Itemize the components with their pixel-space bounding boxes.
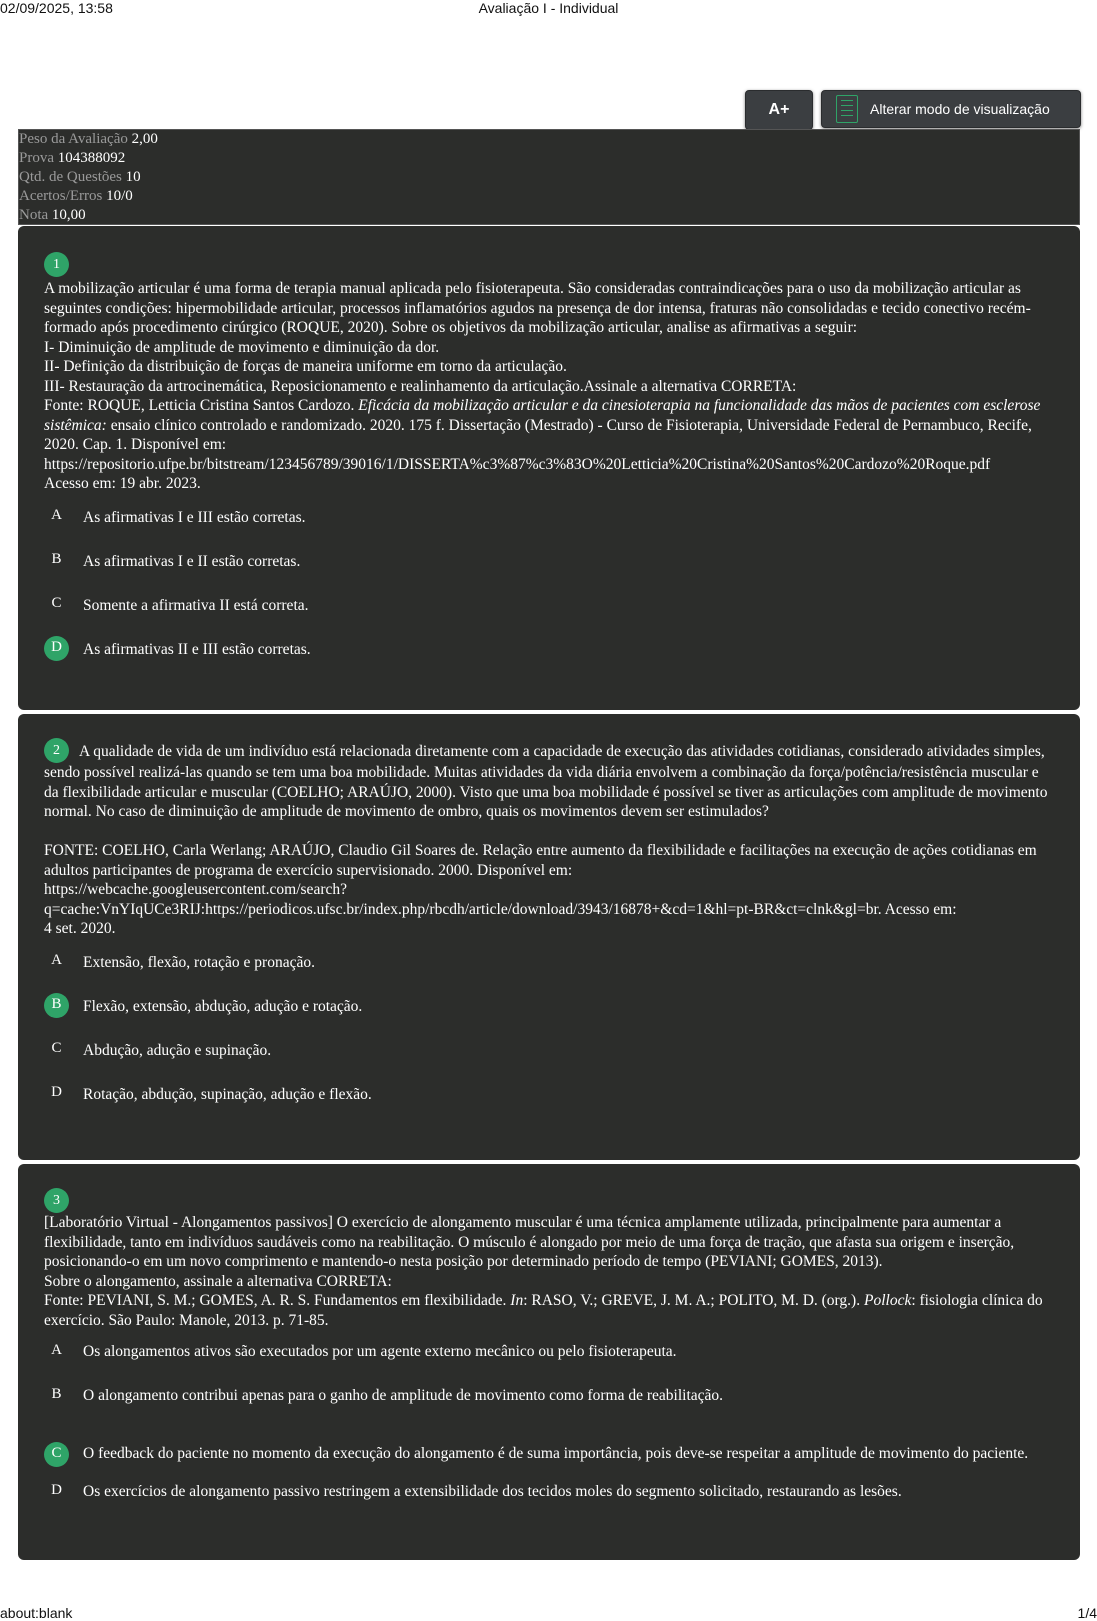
alternative-a[interactable]: [44, 508, 1080, 552]
evaluation-summary: [18, 129, 1080, 225]
summary-row-grade: [19, 206, 1079, 225]
alternative-b[interactable]: [44, 552, 1080, 596]
source-url: https://webcache.googleusercontent.com/search?: [44, 881, 347, 898]
statement-source: [44, 1291, 1050, 1330]
summary-label: Acertos/Erros: [19, 188, 103, 204]
summary-row-question-count: [19, 168, 1079, 187]
question-card-3: [18, 1164, 1080, 1560]
summary-value: 10: [125, 169, 141, 185]
increase-font-button[interactable]: A+: [745, 90, 813, 130]
alternative-letter: D: [51, 1084, 62, 1101]
alternative-letter: C: [51, 1040, 62, 1057]
alternatives-list: [44, 1342, 1080, 1526]
change-view-mode-label: Alterar modo de visualização: [870, 101, 1050, 117]
summary-label: Nota: [19, 207, 49, 223]
document-list-icon: [836, 95, 858, 123]
summary-label: Peso da Avaliação: [19, 131, 128, 147]
source-url: q=cache:VnYIqUCe3RIJ:https://periodicos.ufsc.br/index.php/rbcdh/article/download/3943/16878+&cd=1&hl=pt-BR&ct=clnk&gl=br. Acesso em:: [44, 900, 957, 918]
alternative-letter: D: [44, 636, 69, 661]
print-page-number: 1/4: [1077, 1605, 1097, 1621]
alternative-a[interactable]: [44, 953, 1080, 997]
question-statement: [44, 279, 1080, 494]
alternatives-list: [44, 508, 1080, 684]
summary-label: Qtd. de Questões: [19, 169, 122, 185]
print-url: about:blank: [0, 1605, 73, 1621]
alternative-text: Abdução, adução e supinação.: [83, 1041, 272, 1059]
source-url: https://repositorio.ufpe.br/bitstream/123456789/39016/1/DISSERTA%c3%87%c3%83O%20Letticia%20Cristina%20Santos%20Cardozo%20Roque.pdf: [44, 455, 991, 473]
alternative-b-correct[interactable]: [44, 997, 1080, 1041]
source-access: Acesso em: 19 abr. 2023.: [44, 475, 201, 492]
statement-source: [44, 396, 1070, 455]
alternative-letter: A: [51, 1341, 62, 1358]
source-in: In: [510, 1292, 524, 1309]
alternative-letter: C: [44, 1442, 69, 1467]
alternative-d[interactable]: [44, 1085, 1080, 1129]
statement-item: Sobre o alongamento, assinale a alternativa CORRETA:: [44, 1272, 392, 1290]
alternative-c[interactable]: [44, 1041, 1080, 1085]
source-title: Eficácia da mobilização articular e da cinesioterapia na funcionalidade das mãos de pacientes com esclerose sistêmica:: [44, 397, 1041, 434]
summary-value: 10/0: [106, 188, 133, 204]
alternative-text: O feedback do paciente no momento da execução do alongamento é de suma importância, pois deve-se respeitar a amplitude de movimento do paciente.: [83, 1445, 1029, 1463]
summary-row-score-ratio: [19, 187, 1079, 206]
alternative-d-correct[interactable]: [44, 640, 1080, 684]
question-number-badge: 3: [44, 1188, 69, 1213]
alternative-letter: C: [51, 595, 62, 612]
alternative-text: O alongamento contribui apenas para o ganho de amplitude de movimento como forma de reabilitação.: [83, 1387, 724, 1404]
source-text: ensaio clínico controlado e randomizado. 2020. 175 f. Dissertação (Mestrado) - Curso de Fisioterapia, Universidade Federal de Pernambuco, Recife, 2020. Cap. 1. Disponível em:: [44, 416, 1032, 453]
alternatives-list: [44, 953, 1080, 1129]
alternative-text: As afirmativas I e III estão corretas.: [83, 508, 306, 526]
toolbar: [745, 90, 1081, 130]
statement-source: FONTE: COELHO, Carla Werlang; ARAÚJO, Claudio Gil Soares de. Relação entre aumento da flexibilidade e facilitações na execução de ações cotidianas em adultos participantes de programa de exercício supervisionado. 2000. Disponível em:: [44, 842, 1037, 879]
source-text: Fonte: ROQUE, Letticia Cristina Santos Cardozo.: [44, 397, 359, 414]
source-title: Pollock: [863, 1292, 912, 1309]
statement-item: III- Restauração da artrocinemática, Reposicionamento e realinhamento da articulação.Assinale a alternativa CORRETA:: [44, 377, 797, 395]
print-header: [0, 0, 1097, 18]
alternative-d[interactable]: [44, 1482, 1080, 1526]
summary-row-exam: [19, 149, 1079, 168]
question-card-1: [18, 226, 1080, 710]
statement-paragraph: [Laboratório Virtual - Alongamentos passivos] O exercício de alongamento muscular é uma técnica amplamente utilizada, principalmente para aumentar a flexibilidade, tanto em indivíduos saudáveis como na reabilitação. O músculo é alongado por meio de uma força de tração, que afasta sua origem e inserção, posicionando-o em um novo comprimento e mantendo-o nesta posição por determinado período de tempo (PEVIANI; GOMES, 2013).: [44, 1214, 1015, 1270]
print-datetime: 02/09/2025, 13:58: [0, 0, 113, 16]
source-text: : RASO, V.; GREVE, J. M. A.; POLITO, M. D. (org.).: [523, 1292, 864, 1309]
alternative-b[interactable]: [44, 1386, 1080, 1426]
print-footer: [0, 1603, 1097, 1621]
alternative-text: Os exercícios de alongamento passivo restringem a extensibilidade dos tecidos moles do segmento solicitado, restaurando as lesões.: [83, 1483, 902, 1500]
alternative-a[interactable]: [44, 1342, 1080, 1386]
alternative-text: As afirmativas II e III estão corretas.: [83, 640, 311, 658]
statement-paragraph: [44, 742, 1050, 822]
alternative-letter: B: [51, 551, 62, 568]
statement-text: A qualidade de vida de um indivíduo está relacionada diretamente com a capacidade de execução das atividades cotidianas, considerado atividades simples, sendo possível realizá-las quando se tem uma boa mobilidade. Muitas atividades da vida diária envolvem a combinação da força/potência/resistência muscular e da flexibilidade articular e muscular (COELHO; ARAÚJO, 2000). Visto que uma boa mobilidade é possível se tiver as articulações com amplitude de movimento normal. No caso de diminuição de amplitude de movimento de ombro, quais os movimentos devem ser estimulados?: [44, 743, 1048, 820]
statement-item: I- Diminuição de amplitude de movimento e diminuição da dor.: [44, 338, 440, 356]
summary-value: 10,00: [51, 207, 86, 223]
question-statement: [44, 742, 1080, 939]
paragraph-spacer: [44, 822, 1050, 842]
alternative-text: Os alongamentos ativos são executados por um agente externo mecânico ou pelo fisioterapeuta.: [83, 1343, 677, 1360]
alternative-c-correct[interactable]: [44, 1426, 1080, 1482]
alternative-letter: A: [51, 507, 62, 524]
summary-label: Prova: [19, 150, 54, 166]
alternative-text: Flexão, extensão, abdução, adução e rotação.: [83, 997, 363, 1015]
change-view-mode-button[interactable]: [821, 90, 1081, 128]
question-number-badge: 1: [44, 252, 69, 277]
question-statement: [44, 1213, 1080, 1330]
alternative-text: Somente a afirmativa II está correta.: [83, 596, 309, 614]
summary-value: 2,00: [131, 131, 158, 147]
alternative-text: Extensão, flexão, rotação e pronação.: [83, 953, 315, 971]
alternative-letter: D: [51, 1481, 62, 1498]
summary-value: 104388092: [57, 150, 126, 166]
source-text: : fisiologia clínica do exercício. São Paulo: Manole, 2013. p. 71-85.: [44, 1292, 1043, 1329]
source-text: Fonte: PEVIANI, S. M.; GOMES, A. R. S. Fundamentos em flexibilidade.: [44, 1292, 511, 1309]
statement-item: II- Definição da distribuição de forças de maneira uniforme em torno da articulação.: [44, 358, 567, 375]
question-number-badge: 2: [44, 738, 69, 763]
source-access: 4 set. 2020.: [44, 920, 116, 937]
alternative-c[interactable]: [44, 596, 1080, 640]
question-card-2: [18, 714, 1080, 1160]
statement-paragraph: A mobilização articular é uma forma de terapia manual aplicada pelo fisioterapeuta. São consideradas contraindicações para o uso da mobilização articular as seguintes condições: hipermobilidade articular, processos inflamatórios agudos na presença de dor intensa, fraturas não consolidadas e tecido conectivo recém-formado após procedimento cirúrgico (ROQUE, 2020). Sobre os objetivos da mobilização articular, analise as afirmativas a seguir:: [44, 280, 1031, 336]
alternative-letter: B: [51, 1385, 62, 1402]
alternative-letter: B: [44, 993, 69, 1018]
print-title: Avaliação I - Individual: [478, 0, 619, 16]
alternative-text: Rotação, abdução, supinação, adução e flexão.: [83, 1085, 372, 1103]
alternative-text: As afirmativas I e II estão corretas.: [83, 552, 301, 570]
summary-row-weight: [19, 130, 1079, 149]
alternative-letter: A: [51, 952, 62, 969]
